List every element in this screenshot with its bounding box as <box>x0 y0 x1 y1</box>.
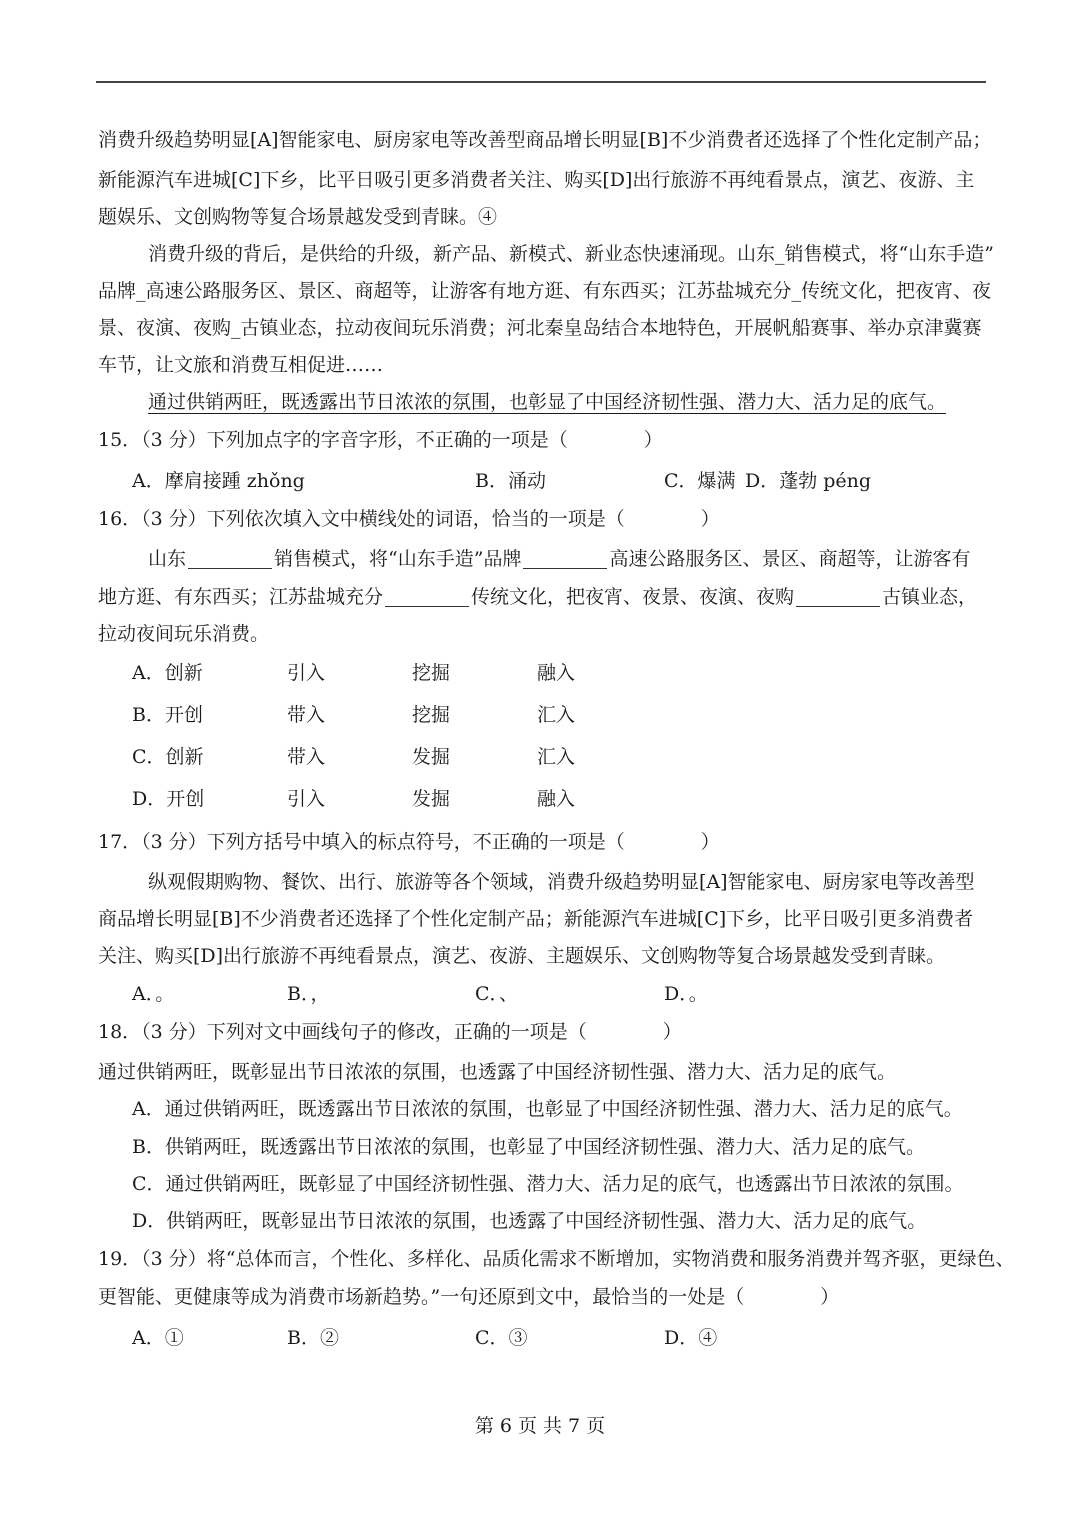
q16-option-c-word: 发掘 <box>412 746 451 768</box>
q17-option-d: D．。 <box>664 983 708 1005</box>
passage-line: 题娱乐、文创购物等复合场景越发受到青睐。④ <box>98 206 498 228</box>
q15-option-c: C．爆满 <box>664 470 736 492</box>
q16-passage-line-2 <box>98 585 977 609</box>
header-rule <box>96 81 986 83</box>
q16-text: 高速公路服务区、景区、商超等，让游客有 <box>609 548 971 570</box>
q18-stem: 18．（3 分）下列对文中画线句子的修改，正确的一项是（ ） <box>98 1021 682 1043</box>
fill-blank <box>796 588 880 607</box>
q16-option-d: D．开创 <box>132 788 205 810</box>
passage-line: 消费升级趋势明显[A]智能家电、厨房家电等改善型商品增长明显[B]不少消费者还选择了个性化定制产品； <box>98 129 992 151</box>
q16-text: 山东 <box>148 548 187 570</box>
q16-option-b-word: 汇入 <box>537 704 576 726</box>
q16-option-c-word: 汇入 <box>537 746 576 768</box>
q18-sentence: 通过供销两旺，既彰显出节日浓浓的氛围，也透露了中国经济韧性强、潜力大、活力足的底气。 <box>98 1061 897 1083</box>
q19-option-d: D．④ <box>664 1327 718 1349</box>
q16-option-d-word: 引入 <box>287 788 326 810</box>
q16-passage-line-3: 拉动夜间玩乐消费。 <box>98 623 270 645</box>
q19-option-a: A．① <box>132 1327 184 1349</box>
q16-option-b: B．开创 <box>132 704 203 726</box>
q16-option-b-word: 挖掘 <box>412 704 451 726</box>
q17-passage-line: 纵观假期购物、餐饮、出行、旅游等各个领域，消费升级趋势明显[A]智能家电、厨房家电等改善型 <box>148 871 975 893</box>
q17-option-b: B．， <box>287 983 330 1005</box>
q16-option-a-word: 融入 <box>537 662 576 684</box>
q19-option-c: C．③ <box>475 1327 528 1349</box>
q17-passage-line: 关注、购买[D]出行旅游不再纯看景点，演艺、夜游、主题娱乐、文创购物等复合场景越发受到青睐。 <box>98 945 946 967</box>
q18-option-d: D．供销两旺，既彰显出节日浓浓的氛围，也透露了中国经济韧性强、潜力大、活力足的底气。 <box>132 1210 927 1232</box>
underlined-sentence: 通过供销两旺，既透露出节日浓浓的氛围，也彰显了中国经济韧性强、潜力大、活力足的底气。 <box>148 391 947 413</box>
q16-text: 销售模式，将“山东手造”品牌 <box>274 548 522 570</box>
fill-blank <box>188 550 272 569</box>
q16-option-c: C．创新 <box>132 746 204 768</box>
q16-option-a: A．创新 <box>132 662 203 684</box>
q18-option-b: B．供销两旺，既透露出节日浓浓的氛围，也彰显了中国经济韧性强、潜力大、活力足的底气。 <box>132 1136 925 1158</box>
q15-option-d: D．蓬勃 péng <box>745 470 872 492</box>
q19-stem-line-2: 更智能、更健康等成为消费市场新趋势。”一句还原到文中，最恰当的一处是（ ） <box>98 1286 840 1308</box>
q16-text: 传统文化，把夜宵、夜景、夜演、夜购 <box>471 586 795 608</box>
q16-text: 地方逛、有东西买；江苏盐城充分 <box>98 586 384 608</box>
q19-option-b: B．② <box>287 1327 339 1349</box>
passage-line: 消费升级的背后，是供给的升级，新产品、新模式、新业态快速涌现。山东_销售模式，将“山东手造” <box>148 243 994 265</box>
q16-option-d-word: 融入 <box>537 788 576 810</box>
q16-passage-line-1 <box>148 547 970 571</box>
q18-option-c: C．通过供销两旺，既彰显了中国经济韧性强、潜力大、活力足的底气，也透露出节日浓浓的氛围。 <box>132 1173 964 1195</box>
fill-blank <box>523 550 607 569</box>
passage-line: 车节，让文旅和消费互相促进…… <box>98 354 384 376</box>
q17-option-a: A．。 <box>132 983 175 1005</box>
q16-option-a-word: 挖掘 <box>412 662 451 684</box>
q17-stem: 17．（3 分）下列方括号中填入的标点符号，不正确的一项是（ ） <box>98 831 720 853</box>
passage-line: 品牌_高速公路服务区、景区、商超等，让游客有地方逛、有东西买；江苏盐城充分_传统文化，把夜宵、夜 <box>98 280 992 302</box>
q16-option-a-word: 引入 <box>287 662 326 684</box>
passage-line: 新能源汽车进城[C]下乡，比平日吸引更多消费者关注、购买[D]出行旅游不再纯看景点，演艺、夜游、主 <box>98 169 975 191</box>
q15-stem: 15．（3 分）下列加点字的字音字形，不正确的一项是（ ） <box>98 429 663 451</box>
q15-option-b: B．涌动 <box>475 470 546 492</box>
q15-option-a: A．摩肩接踵 zhǒng <box>132 470 305 492</box>
q19-stem-line-1: 19．（3 分）将“总体而言，个性化、多样化、品质化需求不断增加，实物消费和服务消费并驾齐驱，更绿色、 <box>98 1248 1015 1270</box>
q17-option-c: C．、 <box>475 983 519 1005</box>
passage-line: 景、夜演、夜购_古镇业态，拉动夜间玩乐消费；河北秦皇岛结合本地特色，开展帆船赛事、举办京津冀赛 <box>98 317 982 339</box>
fill-blank <box>385 588 469 607</box>
q18-option-a: A．通过供销两旺，既透露出节日浓浓的氛围，也彰显了中国经济韧性强、潜力大、活力足的底气。 <box>132 1098 963 1120</box>
q16-stem: 16．（3 分）下列依次填入文中横线处的词语，恰当的一项是（ ） <box>98 508 720 530</box>
q16-option-c-word: 带入 <box>287 746 326 768</box>
q17-passage-line: 商品增长明显[B]不少消费者还选择了个性化定制产品；新能源汽车进城[C]下乡，比平日吸引更多消费者 <box>98 908 974 930</box>
q16-text: 古镇业态， <box>882 586 978 608</box>
q16-option-d-word: 发掘 <box>412 788 451 810</box>
page-number: 第 6 页 共 7 页 <box>474 1415 606 1437</box>
q16-option-b-word: 带入 <box>287 704 326 726</box>
